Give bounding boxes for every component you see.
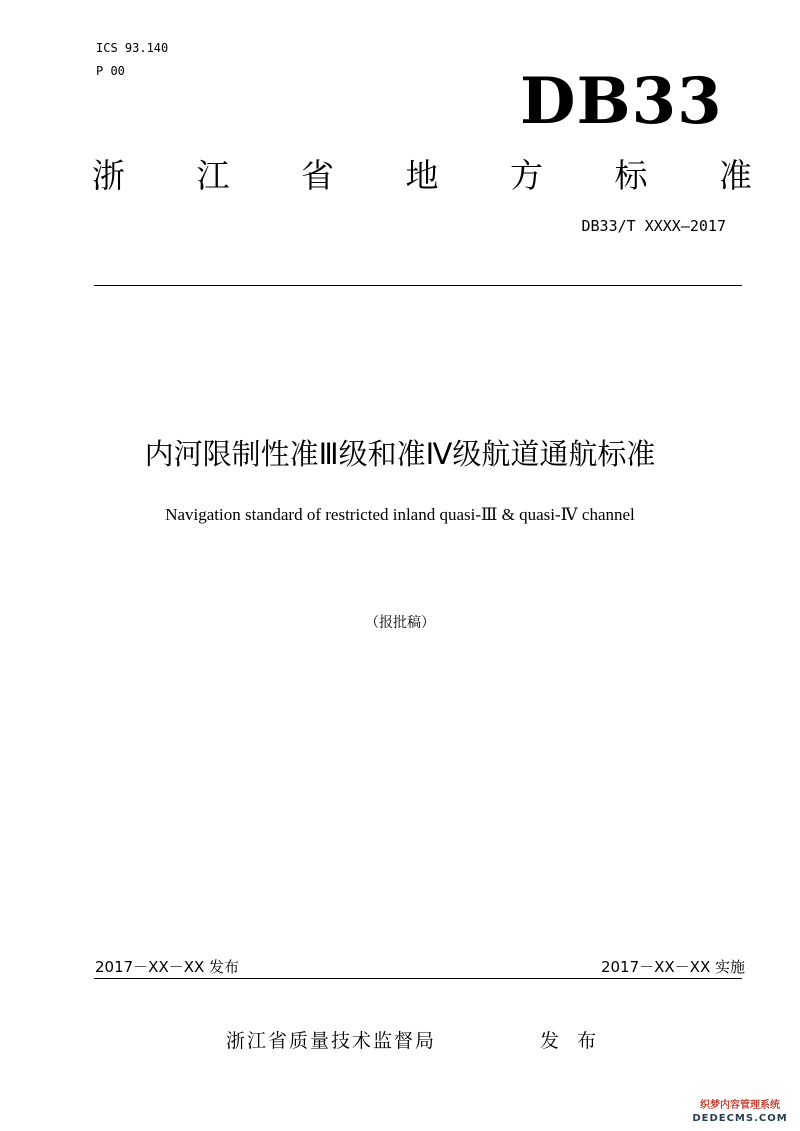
heading-char: 方 [510,156,543,195]
publish-label: 发 布 [540,1030,603,1052]
implementation-date: 2017－XX－XX 实施 [600,958,745,976]
heading-char: 省 [301,156,334,195]
watermark-line1: 织梦内容管理系统 [700,1100,780,1111]
title-chinese: 内河限制性准Ⅲ级和准Ⅳ级航道通航标准 [144,437,656,471]
standard-type-heading [92,154,752,198]
heading-char: 江 [196,156,230,195]
bottom-divider [94,978,742,979]
issue-date: 2017－XX－XX 发布 [95,958,240,976]
heading-char: 标 [614,156,648,195]
watermark [686,1099,794,1125]
draft-status: （报批稿） [365,615,435,631]
top-divider [94,285,742,286]
heading-char: 浙 [92,156,125,195]
heading-char: 准 [719,156,752,195]
watermark-line2: DEDECMS.COM [692,1113,788,1124]
ics-code: ICS 93.140 [96,41,169,55]
title-english: Navigation standard of restricted inland quasi-Ⅲ & quasi-Ⅳ channel [165,505,635,524]
db-logo: DB33 [520,64,723,139]
standard-number: DB33/T XXXX—2017 [581,217,726,235]
classification-code: P 00 [96,64,125,78]
heading-char: 地 [405,156,439,195]
publisher-name: 浙江省质量技术监督局 [226,1030,437,1052]
